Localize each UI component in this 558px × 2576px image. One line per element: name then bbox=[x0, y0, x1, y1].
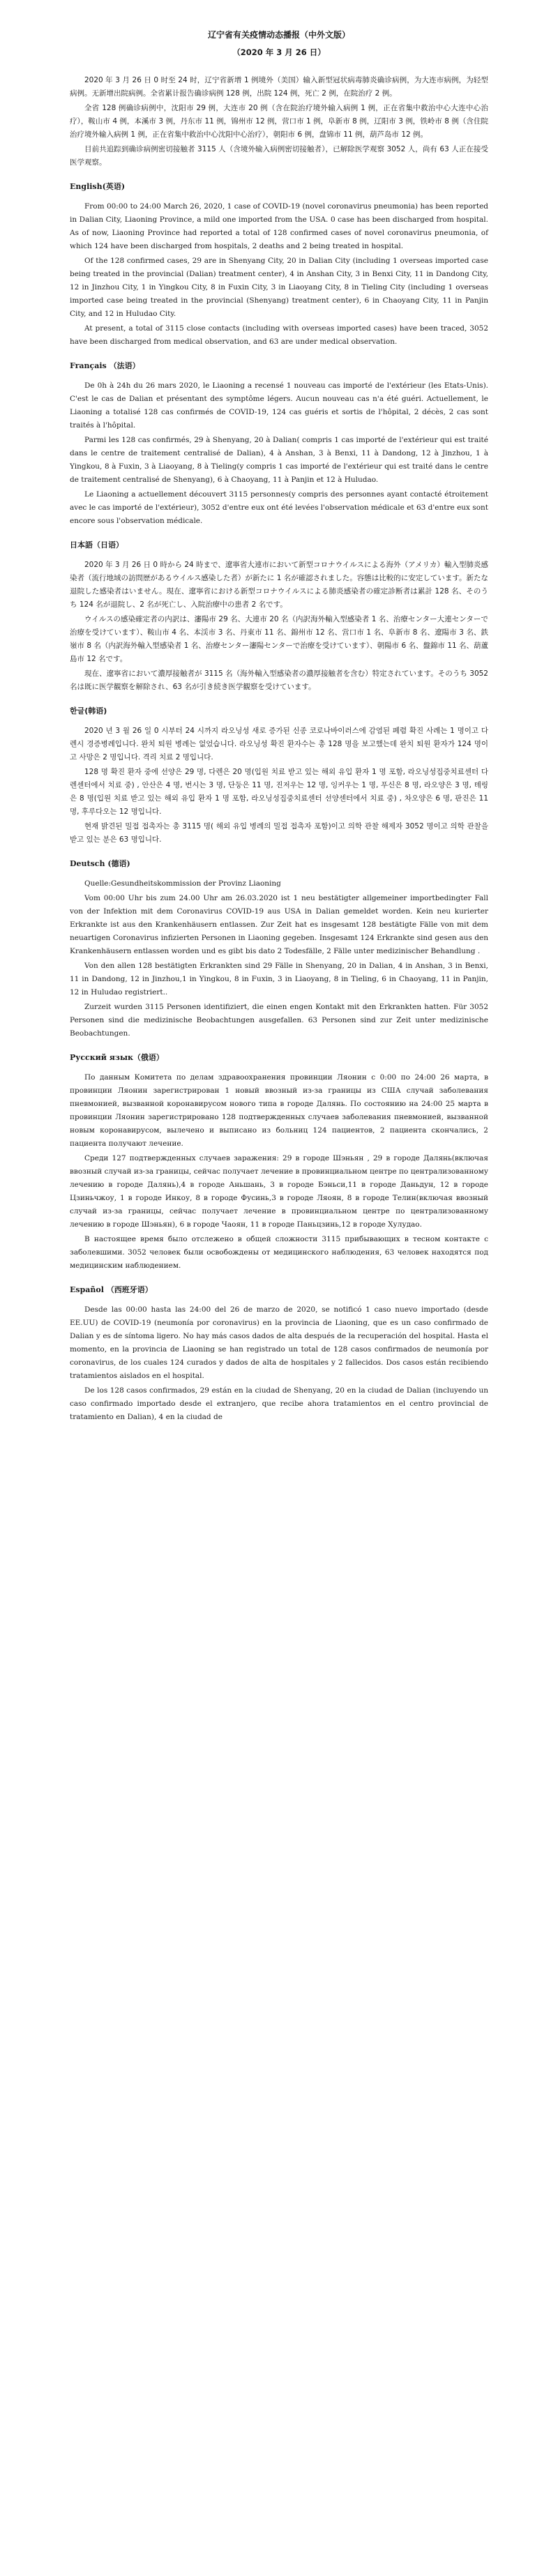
document-date: （2020 年 3 月 26 日） bbox=[232, 47, 326, 57]
paragraph: 現在、遼寧省において濃厚接触者が 3115 名（海外輸入型感染者の濃厚接触者を含む）特定されています。そのうち 3052 名は既に医学観察を解除され、63 名が引き続き医学観察を受けています。 bbox=[70, 669, 488, 691]
paragraph: 현재 밝견된 밀접 접촉자는 총 3115 명( 해외 유입 병례의 밀접 접촉자 포함)이고 의학 관찰 해제자 3052 명이고 의학 관찰을 받고 있는 분은 63 명입니다. bbox=[70, 822, 488, 844]
section-english bbox=[70, 181, 488, 349]
paragraph: Parmi les 128 cas confirmés, 29 à Shenyang, 20 à Dalian( compris 1 cas importé de l'extérieur qui est traité dans le centre de traitement centralisé de Dalian), 4 à Anshan, 3 à Benxi, 11 à Dandong, 12 à Jinzhou, 1 à Yingkou, 8 à Fuxin, 3 à Liaoyang, 8 à Tieling(y compris 1 cas importé de l'extérieur qui est traité dans le centre de traitement centralisé de Shenyang), 6 à Chaoyang, 11 à Panjin et 12 à Huludao. bbox=[70, 436, 488, 484]
section-heading: Français （法语） bbox=[70, 361, 140, 370]
section-heading: 한글(韩语) bbox=[70, 706, 107, 715]
section-russian bbox=[70, 1052, 488, 1273]
paragraph: 2020 年 3 月 26 日 0 时至 24 时，辽宁省新增 1 例境外（美国）输入新型冠状病毒肺炎确诊病例，为大连市病例，为轻型病例。无新增出院病例。全省累计报告确诊病例 128 例，出院 124 例，死亡 2 例，在院治疗 2 例。 bbox=[70, 76, 488, 98]
paragraph: Le Liaoning a actuellement découvert 3115 personnes(y compris des personnes ayant contacté étroitement avec le cas importé de l'extérieur), 3052 d'entre eux ont été levées l'observation médicale et 63 d'entre eux sont encore sous l'observation médicale. bbox=[70, 490, 488, 525]
section-heading: English(英语) bbox=[70, 182, 126, 191]
paragraph: De los 128 casos confirmados, 29 están en la ciudad de Shenyang, 20 en la ciudad de Dalian (incluyendo un caso confirmado importado desde el extranjero, que recibe ahora tratamientos en el centro provincial de tratamiento en Dalian), 4 en la ciudad de bbox=[70, 1386, 488, 1421]
paragraph: Desde las 00:00 hasta las 24:00 del 26 de marzo de 2020, se notificó 1 caso nuevo importado (desde EE.UU) de COVID-19 (neumonía por coronavirus) en la provincia de Liaoning, que es un caso confirmado de Dalian y es de síntoma ligero. No hay más casos dados de alta después de la recuperación del hospital. Hasta el momento, en la provincia de Liaoning se han registrado un total de 128 casos confirmados de neumonía por coronavirus, de los cuales 124 curados y dados de alta de hospitales y 2 fallecidos. Dos casos están recibiendo tratamientos aislados en el hospital. bbox=[70, 1305, 488, 1380]
section-heading: Deutsch (德语) bbox=[70, 859, 130, 868]
paragraph: По данным Комитета по делам здравоохранения провинции Ляонин с 0:00 по 24:00 26 марта, в провинции Ляонин зарегистрирован 1 новый ввозный из-за границы из США случай заболевания пневмонией, вызванной коронавирусом нового типа в городе Далянь. По состоянию на 24:00 25 марта в провинции Ляонин зарегистрировано 128 подтвержденных случаев заболевания пневмонией, вызванной новым коронавирусом, вылечено и выписано из больниц 124 пациентов, 2 пациента скончались, 2 пациента получают лечение. bbox=[70, 1073, 488, 1148]
paragraph: Среди 127 подтвержденных случаев заражения: 29 в городе Шэньян , 29 в городе Далянь(включая ввозный случай из-за границы, сейчас получает лечение в провинциальном центре по централизованному лечению в городе Далянь),4 в городе Аньшань, 3 в городе Бэньси,11 в городе Даньдун, 12 в городе Цзиньчжоу, 1 в городе Инкоу, 8 в городе Фусинь,3 в городе Ляоян, 8 в городе Телин(включая ввозный случай из-за границы, сейчас получает лечение в провинциальном центре по централизованному лечению в городе Шэньян), 6 в городе Чаоян, 11 в городе Паньцзинь,12 в городе Хулудао. bbox=[70, 1154, 488, 1229]
paragraph: 全省 128 例确诊病例中，沈阳市 29 例，大连市 20 例（含在院治疗境外输入病例 1 例，正在省集中救治中心大连中心治疗），鞍山市 4 例，本溪市 3 例，丹东市 11 例，锦州市 12 例，营口市 1 例，阜新市 8 例，辽阳市 3 例，铁岭市 8 例（含住院治疗境外输入病例 1 例，正在省集中救治中心沈阳中心治疗），朝阳市 6 例，盘锦市 11 例，葫芦岛市 12 例。 bbox=[70, 104, 488, 139]
paragraph: 目前共追踪到确诊病例密切接触者 3115 人（含境外输入病例密切接触者），已解除医学观察 3052 人，尚有 63 人正在接受医学观察。 bbox=[70, 145, 488, 167]
paragraph: Of the 128 confirmed cases, 29 are in Shenyang City, 20 in Dalian City (including 1 overseas imported case being treated in the provincial (Dalian) treatment center), 4 in Anshan City, 3 in Benxi City, 11 in Dandong City, 12 in Jinzhou City, 1 in Yingkou City, 8 in Fuxin City, 3 in Liaoyang City, 8 in Tieling City (including 1 overseas imported case being treated in the provincial (Shenyang) treatment center), 6 in Chaoyang City, 11 in Panjin City, and 12 in Huludao City. bbox=[70, 257, 488, 318]
section-german bbox=[70, 858, 488, 1040]
paragraph: 128 명 확진 환자 중에 선양은 29 명, 다렌은 20 명(입원 치료 받고 있는 해외 유입 환자 1 명 포함, 라오닝성집중치료센터 다렌센터에서 치료 중) , 안산은 4 명, 번시는 3 명, 단둥은 11 명, 진저우는 12 명, 잉커우는 1 명, 푸신은 8 명, 라오양은 3 명, 톄링은 8 명(입원 치료 받고 있는 해외 유입 환자 1 명 포함, 라오닝성집중치료센터 선양센터에서 치료 중) , 차오양은 6 명, 판진은 11 명, 후루다오는 12 명입니다. bbox=[70, 768, 488, 816]
source-line: Quelle:Gesundheitskommission der Provinz Liaoning bbox=[84, 879, 281, 888]
section-korean bbox=[70, 705, 488, 847]
paragraph: De 0h à 24h du 26 mars 2020, le Liaoning a recensé 1 nouveau cas importé de l'extérieur (les Etats-Unis). C'est le cas de Dalian et présentant des symptôme légers. Aucun nouveau cas n'a été guéri. Actuellement, le Liaoning a totalisé 128 cas confirmés de COVID-19, 124 cas guéris et sortis de l'hôpital, 2 décès, 2 cas sont traités à l'hôpital. bbox=[70, 381, 488, 430]
paragraph: Zurzeit wurden 3115 Personen identifiziert, die einen engen Kontakt mit den Erkrankten hatten. Für 3052 Personen sind die medizinische Beobachtungen ausgefallen. 63 Personen sind zur Zeit unter medizinische Beobachtungen. bbox=[70, 1003, 488, 1038]
section-french bbox=[70, 360, 488, 528]
paragraph: 2020 年 3 月 26 日 0 時から 24 時まで、遼寧省大連市において新型コロナウイルスによる海外（アメリカ）輸入型肺炎感染者（流行地域の訪問歴があるウイルス感染した者）が新たに 1 名が確認されました。容態は比較的に安定しています。新たな退院した感染者はいません。現在、遼寧省における新型コロナウイルスによる肺炎感染者の確定診断者は累計 128 名、そのうち 124 名が退院し、2 名が死亡し、入院治療中の患者 2 名です。 bbox=[70, 561, 488, 609]
section-heading: Русский язык（俄语） bbox=[70, 1053, 164, 1062]
section-chinese bbox=[70, 74, 488, 169]
paragraph: 2020 년 3 월 26 일 0 시부터 24 시까지 라오닝성 새로 증가된 신종 코로나바이러스에 감염된 폐렴 확진 사례는 1 명이고 다렌시 경증병례입니다. 완치 퇴원 병례는 없었습니다. 라오닝성 확진 환자수는 총 128 명을 보고했는데 완치 퇴원 환자가 124 명이고 사망은 2 명입니다. 격리 치료 2 명입니다. bbox=[70, 727, 488, 762]
section-japanese bbox=[70, 539, 488, 694]
paragraph: From 00:00 to 24:00 March 26, 2020, 1 case of COVID-19 (novel coronavirus pneumonia) has been reported in Dalian City, Liaoning Province, a mild one imported from the USA. 0 case has been discharged from hospital. As of now, Liaoning Province had reported a total of 128 confirmed cases of novel coronavirus pneumonia, of which 124 have been discharged from hospitals, 2 deaths and 2 being treated in hospital. bbox=[70, 202, 488, 250]
paragraph: At present, a total of 3115 close contacts (including with overseas imported cases) have been traced, 3052 have been discharged from medical observation, and 63 are under medical observation. bbox=[70, 324, 488, 346]
paragraph: Vom 00:00 Uhr bis zum 24.00 Uhr am 26.03.2020 ist 1 neu bestätigter allgemeiner importbedingter Fall von der Infektion mit dem Coronavirus COVID-19 aus USA in Dalian gemeldet worden. Kein neu kurierter Erkrankte ist aus den Krankenhäusern entlassen. Zur Zeit hat es insgesamt 128 bestätigte Fälle von mit dem neuartigen Coronavirus infizierten Personen in Liaoning gegeben. Insgesamt 124 Erkrankte sind gesen aus den Krankenhäusern entlassen worden und es gibt bis dato 2 Todesfälle, 2 Fälle unter medizinischer Behandlung . bbox=[70, 894, 488, 955]
document-title: 辽宁省有关疫情动态播报（中外文版） bbox=[207, 30, 350, 40]
paragraph: В настоящее время было отслежено в общей сложности 3115 прибывающих в тесном контакте с заболевшими. 3052 человек были освобождены от медицинского наблюдения, 63 человек находятся под медицинским наблюдением. bbox=[70, 1235, 488, 1270]
section-heading: Español （西班牙语） bbox=[70, 1285, 153, 1294]
paragraph: Von den allen 128 bestätigten Erkrankten sind 29 Fälle in Shenyang, 20 in Dalian, 4 in Anshan, 3 in Benxi, 11 in Dandong, 12 in Jinzhou,1 in Yingkou, 8 in Fuxin, 3 in Liaoyang, 8 in Tieling, 6 in Chaoyang, 11 in Panjin, 12 in Huludao registriert.. bbox=[70, 962, 488, 997]
document-page bbox=[70, 0, 488, 1425]
paragraph: ウイルスの感染確定者の内訳は、瀋陽市 29 名、大連市 20 名（内訳海外輸入型感染者 1 名、治療センター大連センターで治療を受けています）、鞍山市 4 名、本渓市 3 名、丹東市 11 名、錦州市 12 名、営口市 1 名、阜新市 8 名、遼陽市 3 名、鉄嶺市 8 名（内訳海外輸入型感染者 1 名、治療センター瀋陽センターで治療を受けています）、朝陽市 6 名、盤錦市 11 名、葫蘆島市 12 名です。 bbox=[70, 615, 489, 663]
section-spanish bbox=[70, 1284, 488, 1424]
section-heading: 日本語（日语） bbox=[70, 540, 123, 550]
